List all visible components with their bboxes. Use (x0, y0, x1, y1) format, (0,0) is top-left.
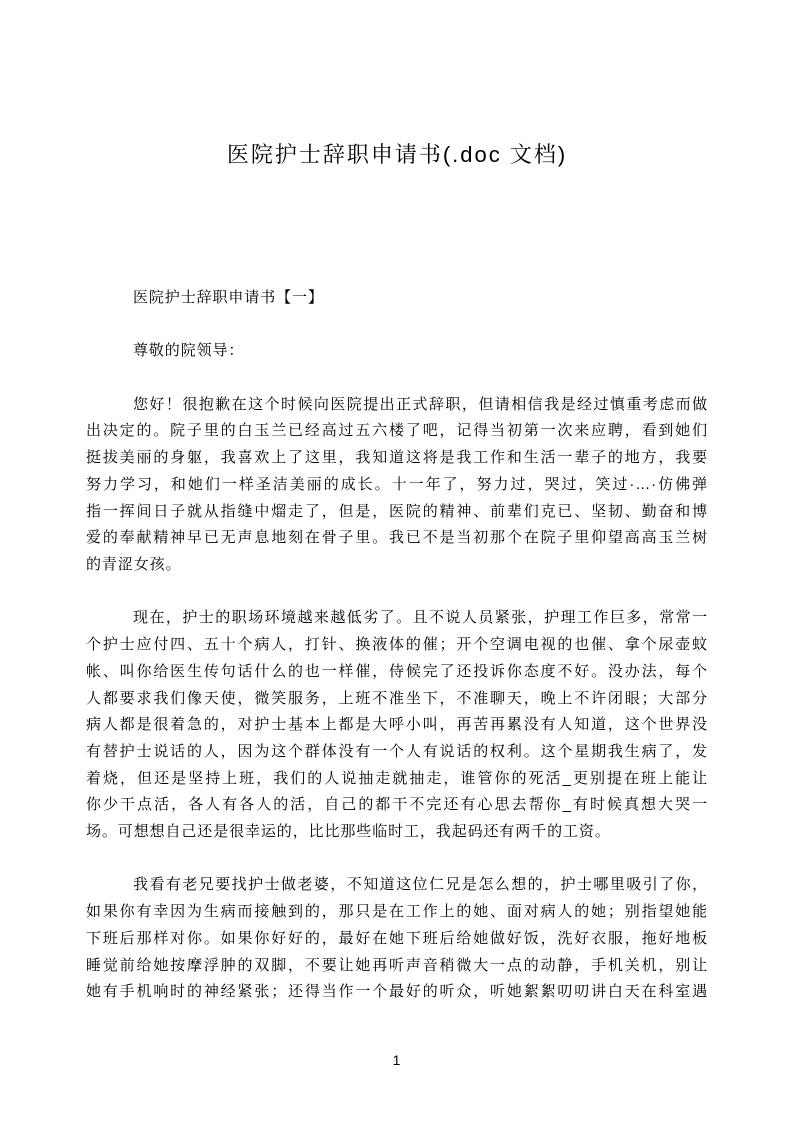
text-line: 现在，护士的职场环境越来越低劣了。且不说人员紧张，护理工作巨多，常常一 (133, 609, 708, 627)
text-line: 病人都是很着急的，对护士基本上都是大呼小叫，再苦再累没有人知道，这个世界没 (86, 716, 708, 734)
text-line: 人都要求我们像天使，微笑服务，上班不准坐下，不准聊天，晚上不许闭眼；大部分 (86, 689, 708, 707)
text-line: 下班后那样对你。如果你好好的，最好在她下班后给她做好饭，洗好衣服，拖好地板 (86, 929, 708, 947)
text-line: 着烧，但还是坚持上班，我们的人说抽走就抽走，谁管你的死活_更别提在班上能让 (86, 769, 708, 787)
text-line: 帐、叫你给医生传句话什么的也一样催，侍候完了还投诉你态度不好。没办法，每个 (86, 662, 708, 680)
text-line: 努力学习，和她们一样圣洁美丽的成长。十一年了，努力过，哭过，笑过·…·仿佛弹 (86, 475, 708, 493)
text-line: 你少干点活，各人有各人的活，自己的都干不完还有心思去帮你_有时候真想大哭一 (86, 796, 708, 814)
text-line: 她有手机响时的神经紧张；还得当作一个最好的听众，听她絮絮叨叨讲白天在科室遇 (86, 983, 708, 1001)
text-line: 有替护士说话的人，因为这个群体没有一个人有说话的权利。这个星期我生病了，发 (86, 742, 708, 760)
paragraph-3 (86, 872, 708, 1006)
section-heading: 医院护士辞职申请书【一】 (133, 289, 324, 306)
text-line: 睡觉前给她按摩浮肿的双脚，不要让她再听声音稍微大一点的动静，手机关机，别让 (86, 956, 708, 974)
text-line: 挺拔美丽的身躯，我喜欢上了这里，我知道这将是我工作和生活一辈子的地方，我要 (86, 449, 708, 467)
text-line: 爱的奉献精神早已无声息地刻在骨子里。我已不是当初那个在院子里仰望高高玉兰树 (86, 529, 708, 547)
text-line: 场。可想想自己还是很幸运的，比比那些临时工，我起码还有两千的工资。 (86, 823, 611, 841)
text-line: 您好！很抱歉在这个时候向医院提出正式辞职，但请相信我是经过慎重考虑而做 (133, 395, 708, 413)
text-line: 指一挥间日子就从指缝中熘走了，但是，医院的精神、前辈们克已、坚韧、勤奋和博 (86, 502, 708, 520)
page-number: 1 (392, 1052, 401, 1068)
text-line: 我看有老兄要找护士做老婆，不知道这位仁兄是怎么想的，护士哪里吸引了你， (133, 876, 708, 894)
text-line: 如果你有幸因为生病而接触到的，那只是在工作上的她、面对病人的她；别指望她能 (86, 903, 708, 921)
text-line: 出决定的。院子里的白玉兰已经高过五六楼了吧，记得当初第一次来应聘，看到她们 (86, 422, 708, 440)
text-line: 个护士应付四、五十个病人，打针、换液体的催；开个空调电视的也催、拿个尿壶蚊 (86, 636, 708, 654)
doc-title: 医院护士辞职申请书(.doc 文档) (226, 142, 568, 167)
paragraph-1 (86, 392, 708, 579)
paragraph-2 (86, 605, 708, 845)
salutation: 尊敬的院领导： (133, 342, 245, 360)
text-line: 的青涩女孩。 (86, 556, 182, 573)
